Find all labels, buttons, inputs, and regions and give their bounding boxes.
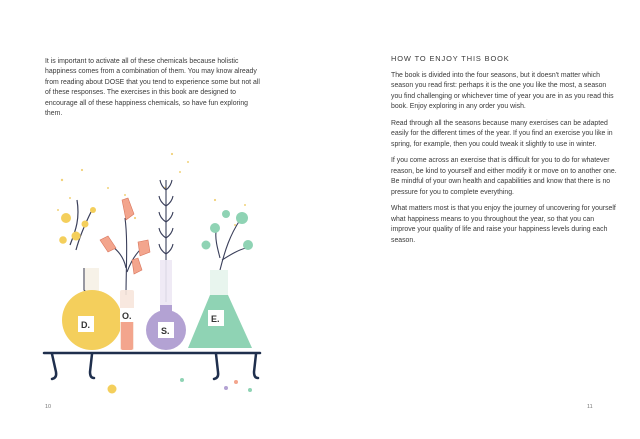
paragraph-3: If you come across an exercise that is difficult for you to do for whatever reason, be kind to yourself and either modify it or move on to another one. Be mindful of your own health and capabilities and know that there is no pressure for you to complete everything. xyxy=(391,157,617,196)
flask-e-label: E. xyxy=(211,314,220,324)
sparkle-dots xyxy=(57,153,246,226)
flask-s xyxy=(146,180,186,350)
flask-s-label: S. xyxy=(161,326,170,336)
page-number-right: 11 xyxy=(587,404,593,410)
intro-paragraph: It is important to activate all of these chemicals because holistic happiness comes from a combination of them. You may know already from reading about DOSE that you tend to experience some but not all of these responses. The exercises in this book are designed to encourage all of these happiness chemicals, so have fun exploring them. xyxy=(45,58,260,118)
flask-d-label: D. xyxy=(81,320,90,330)
flask-d xyxy=(59,200,122,350)
flask-e xyxy=(188,210,253,348)
flask-o-label: O. xyxy=(122,311,132,321)
paragraph-2: Read through all the seasons because many exercises can be adapted easily for the different times of the year. If you find an exercise you like in spring, for example, then you could tweak it slightly to use in winter. xyxy=(391,119,613,148)
floor-dots xyxy=(108,378,253,394)
paragraph-4: What matters most is that you enjoy the journey of uncovering for yourself what happiness means to you throughout the year, so that you can improve your quality of life and raise your happiness levels during each season. xyxy=(391,205,616,244)
section-heading: HOW TO ENJOY THIS BOOK xyxy=(391,54,510,63)
body-text xyxy=(391,71,617,252)
page-number-left: 10 xyxy=(45,404,52,410)
dose-flask-illustration xyxy=(30,140,270,410)
paragraph-1: The book is divided into the four seasons, but it doesn't matter which season you read first: perhaps it is the one you like the most, a season you find challenging or whichever time of year you are in as you read this book. Enjoy exploring in any order you wish. xyxy=(391,72,614,111)
shelf xyxy=(44,353,260,379)
